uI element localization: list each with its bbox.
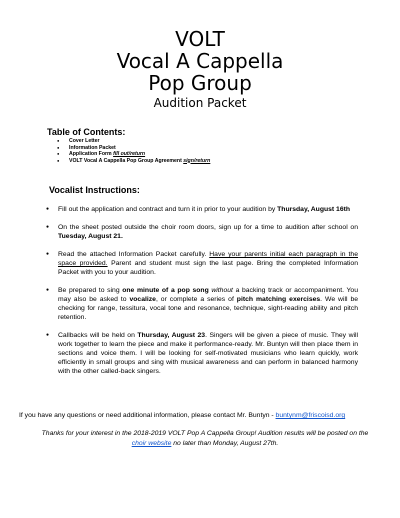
instruction-item (58, 286, 358, 322)
vocalist-instructions-heading: Vocalist Instructions: (49, 185, 140, 195)
table-of-contents (47, 127, 367, 164)
instruction-emphasis: pitch matching exercises (236, 296, 321, 303)
instruction-text: . We will be checking for range, tessitura, vocal tone and resonance, technique, sight-reading ability and pitch retention. (58, 296, 359, 321)
thanks-text: Thanks for your interest in the 2018-2019 VOLT Pop A Cappella Group! Audition results will be posted on the (41, 430, 369, 437)
toc-item-text: Application Form (69, 151, 114, 157)
instruction-underlined: Have your parents initial each paragraph in the space provided. (58, 251, 358, 267)
instruction-emphasis: one minute of a pop song (122, 287, 209, 294)
instruction-date: Thursday, August 16th (277, 206, 351, 213)
thanks-text: no later than Monday, August 27th. (171, 440, 279, 447)
title-line-1: VOLT (175, 27, 225, 51)
toc-item-action: fill out/return (113, 151, 146, 157)
toc-item-text: Information Packet (69, 144, 116, 151)
instruction-item (58, 223, 358, 241)
title-line-3: Pop Group (148, 71, 252, 95)
instruction-item (58, 205, 358, 214)
contact-line (19, 411, 379, 420)
choir-website-link[interactable]: choir website (131, 440, 172, 447)
instruction-italic: without (208, 287, 233, 294)
instruction-text: Read the attached Information Packet carefully. (58, 251, 210, 258)
instruction-date: Tuesday, August 21. (58, 233, 123, 240)
instruction-text: , or complete a series of (155, 296, 237, 303)
instruction-item (58, 331, 358, 376)
instruction-item (58, 250, 358, 277)
title-line-2: Vocal A Cappella (116, 49, 284, 73)
toc-item-text: Cover Letter (69, 138, 100, 144)
instruction-text: Be prepared to sing (58, 287, 123, 294)
contact-text: If you have any questions or need additional information, please contact Mr. Buntyn - (19, 412, 276, 419)
instruction-text: Callbacks will be held on (58, 332, 138, 339)
instruction-text: Parent and student must sign the last page. Bring the completed Information Packet with you to your audition. (58, 260, 358, 276)
title-block (0, 28, 400, 110)
email-link[interactable]: buntynm@friscoisd.org (275, 412, 346, 419)
toc-heading: Table of Contents: (47, 127, 126, 137)
toc-item-text: VOLT Vocal A Cappella Pop Group Agreement (69, 157, 184, 164)
instruction-text: a backing track or accompaniment. You may also be asked to (58, 287, 358, 303)
instruction-text: Fill out the application and contract and turn it in prior to your audition by (58, 206, 278, 213)
instruction-text: . Singers will be given a piece of music. They will work together to learn the piece and make it performance-ready. Mr. Buntyn will then place them in sections and voice them. I will be looking for self-motivated musicians who learn quickly, work efficiently in small groups and sing with musical awareness and can perform in balanced harmony with the other called-back singers. (58, 332, 359, 375)
instruction-emphasis: vocalize (129, 296, 156, 303)
toc-item-action: sign/return (183, 157, 211, 164)
subtitle: Audition Packet (153, 96, 247, 110)
instructions-list (58, 205, 358, 385)
instruction-date: Thursday, August 23 (137, 332, 206, 339)
toc-item (69, 158, 367, 165)
toc-list (47, 138, 367, 164)
instruction-text: On the sheet posted outside the choir room doors, sign up for a time to audition after school on (58, 224, 358, 231)
thanks-note (40, 429, 370, 449)
